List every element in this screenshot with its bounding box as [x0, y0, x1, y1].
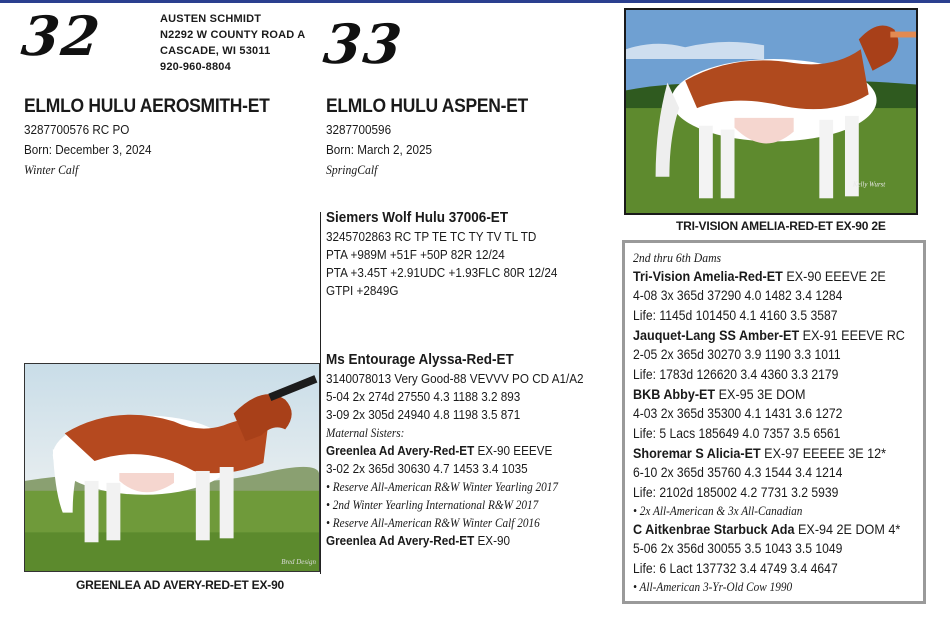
dam-name-text: Shoremar S Alicia-ET	[633, 445, 761, 461]
dam-honor: • 2x All-American & 3x All-Canadian	[633, 504, 803, 518]
lot-number-32: 32	[18, 4, 105, 68]
dam-line: 3140078013 Very Good-88 VEVVV PO CD A1/A2	[326, 371, 584, 386]
lot-number-33: 33	[320, 12, 407, 76]
sister-1-score: EX-90 EEEVE	[474, 443, 553, 458]
sire-line: 3245702863 RC TP TE TC TY TV TL TD	[326, 229, 537, 244]
dam-lifetime: Life: 6 Lact 137732 3.4 4749 3.4 4647	[633, 561, 838, 576]
dam-lifetime: Life: 1783d 126620 3.4 4360 3.3 2179	[633, 367, 839, 382]
sire-line: GTPI +2849G	[326, 283, 399, 298]
pedigree-divider	[320, 212, 321, 574]
cow-photo-greenlea	[24, 363, 320, 572]
sister-2-name: Greenlea Ad Avery-Red-ET	[326, 533, 475, 548]
sister-2-score: EX-90	[474, 533, 511, 548]
consignor-street: N2292 W COUNTY ROAD A	[160, 29, 306, 41]
photo-credit-left: Bred Design	[281, 558, 316, 567]
sister-honor: • Reserve All-American R&W Winter Calf 2016	[326, 516, 540, 530]
dam-score: EX-91 EEEVE RC	[799, 327, 905, 343]
sister-1	[326, 442, 584, 460]
photo-credit-right: Kelly Wurst	[852, 181, 886, 189]
dam-name-text: C Aitkenbrae Starbuck Ada	[633, 521, 795, 537]
dam-score: EX-95 3E DOM	[715, 386, 806, 402]
maternal-sisters-label: Maternal Sisters:	[326, 426, 405, 440]
photo-caption-left: GREENLEA AD AVERY-RED-ET EX-90	[76, 578, 285, 592]
dam-line: 3-09 2x 305d 24940 4.8 1198 3.5 871	[326, 407, 521, 422]
dam-honor: • All-American 3-Yr-Old Cow 1990	[633, 580, 793, 594]
dam-score: EX-97 EEEEE 3E 12*	[760, 445, 887, 461]
dams-box	[622, 240, 926, 604]
sister-1-record: 3-02 2x 365d 30630 4.7 1453 3.4 1035	[326, 461, 528, 476]
sire-name: Siemers Wolf Hulu 37006-ET	[326, 209, 509, 226]
dam-entry-name	[633, 520, 905, 539]
lot-32-name: ELMLO HULU AEROSMITH-ET	[24, 96, 270, 117]
dam-block	[326, 350, 584, 550]
consignor-city: CASCADE, WI 53011	[160, 45, 271, 57]
dam-lifetime: Life: 1145d 101450 4.1 4160 3.5 3587	[633, 308, 838, 323]
dam-lifetime: Life: 2102d 185002 4.2 7731 3.2 5939	[633, 485, 839, 500]
consignor-phone: 920-960-8804	[160, 61, 231, 73]
dams-heading: 2nd thru 6th Dams	[633, 250, 722, 265]
lot-33-class: SpringCalf	[326, 162, 378, 177]
consignor-address	[160, 11, 305, 75]
cow-photo-tri-vision-image	[626, 10, 916, 213]
dam-record: 5-06 2x 356d 30055 3.5 1043 3.5 1049	[633, 541, 843, 556]
dam-record: 4-08 3x 365d 37290 4.0 1482 3.4 1284	[633, 288, 843, 303]
top-rule	[0, 0, 950, 3]
sister-1-name: Greenlea Ad Avery-Red-ET	[326, 443, 475, 458]
consignor-name: AUSTEN SCHMIDT	[160, 13, 262, 25]
cow-photo-tri-vision	[624, 8, 918, 215]
dams-list	[633, 249, 905, 596]
sire-line: PTA +989M +51F +50P 82R 12/24	[326, 247, 505, 262]
lot-33-name: ELMLO HULU ASPEN-ET	[326, 96, 528, 117]
dam-lifetime: Life: 5 Lacs 185649 4.0 7357 3.5 6561	[633, 426, 841, 441]
dam-entry-name	[633, 267, 905, 286]
dam-score: EX-94 2E DOM 4*	[794, 521, 901, 537]
dam-name-text: Tri-Vision Amelia-Red-ET	[633, 268, 783, 284]
dam-score: EX-90 EEEVE 2E	[782, 268, 886, 284]
lot-32-registration: 3287700576 RC PO	[24, 122, 130, 137]
dam-entry-name	[633, 444, 905, 463]
sister-honor: • 2nd Winter Yearling International R&W 2017	[326, 498, 539, 512]
lot-33-registration: 3287700596	[326, 122, 392, 137]
dam-name: Ms Entourage Alyssa-Red-ET	[326, 351, 514, 368]
sire-line: PTA +3.45T +2.91UDC +1.93FLC 80R 12/24	[326, 265, 558, 280]
photo-caption-right: TRI-VISION AMELIA-RED-ET EX-90 2E	[676, 219, 886, 233]
dam-record: 6-10 2x 365d 35760 4.3 1544 3.4 1214	[633, 465, 843, 480]
lot-32-born: Born: December 3, 2024	[24, 142, 152, 157]
sister-2	[326, 532, 584, 550]
cow-photo-greenlea-image	[25, 364, 319, 571]
lot-33-born: Born: March 2, 2025	[326, 142, 433, 157]
dam-record: 2-05 2x 365d 30270 3.9 1190 3.3 1011	[633, 347, 841, 362]
sister-honor: • Reserve All-American R&W Winter Yearling 2017	[326, 480, 559, 494]
dam-line: 5-04 2x 274d 27550 4.3 1188 3.2 893	[326, 389, 521, 404]
sire-block	[326, 208, 557, 300]
dam-name-text: BKB Abby-ET	[633, 386, 716, 402]
dam-entry-name	[633, 326, 905, 345]
lot-32-class: Winter Calf	[24, 162, 79, 177]
dam-name-text: Jauquet-Lang SS Amber-ET	[633, 327, 800, 343]
dam-record: 4-03 2x 365d 35300 4.1 1431 3.6 1272	[633, 406, 843, 421]
dam-entry-name	[633, 385, 905, 404]
